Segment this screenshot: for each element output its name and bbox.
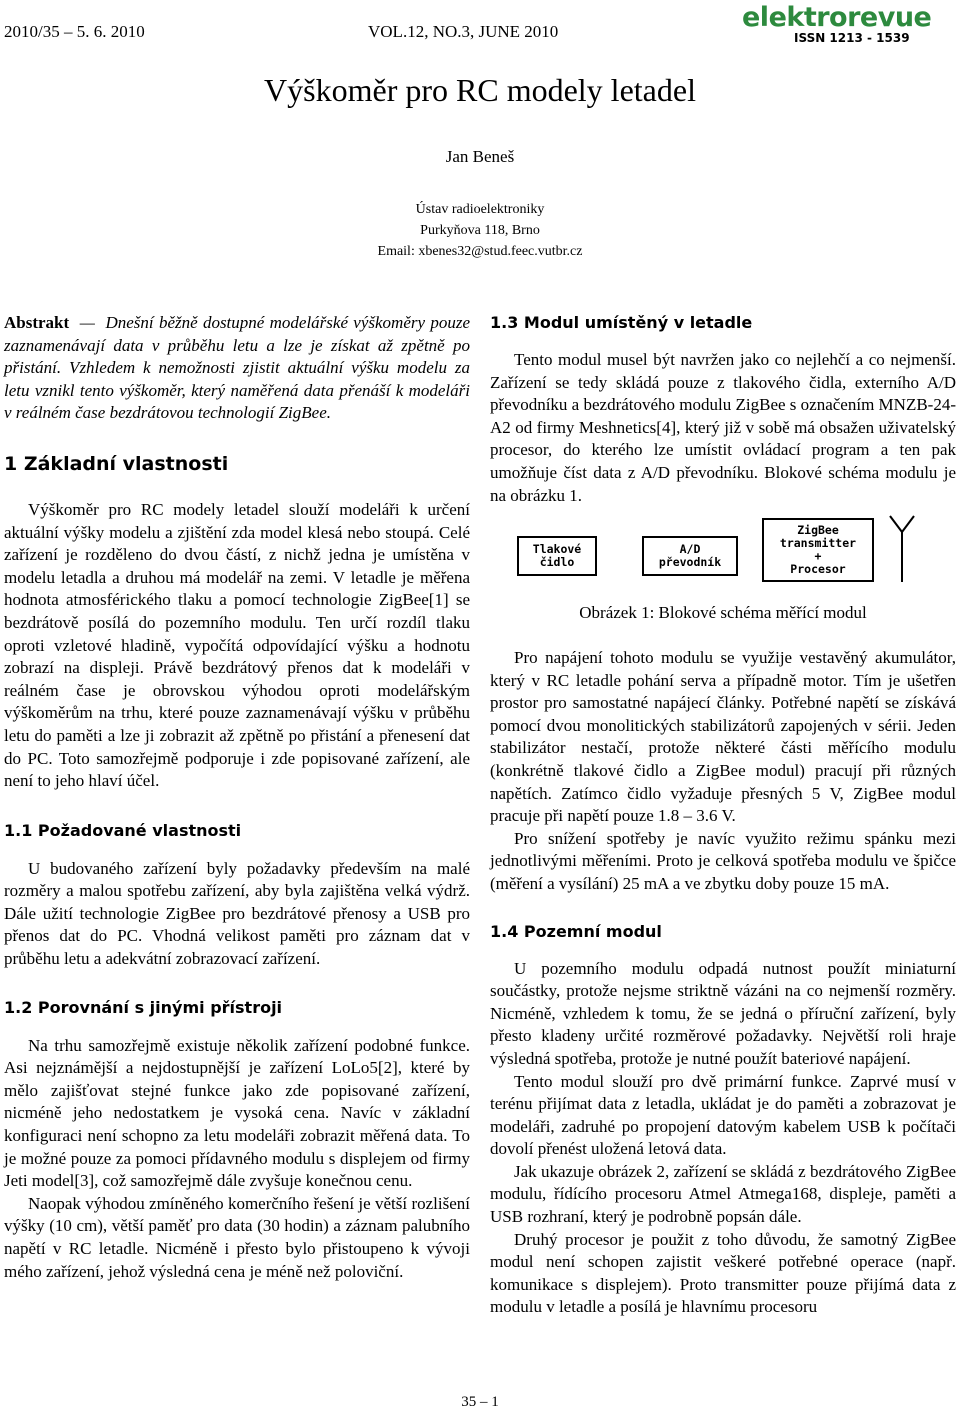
zigbee-transmitter-block: ZigBee transmitter + Procesor xyxy=(762,518,874,582)
section-1-4-paragraph-4: Druhý procesor je použit z toho důvodu, že samotný ZigBee modul není schopen zajistit veškeré potřebné operace (např. komunikace s displejem). Proto transmitter pouze přijímá data z modulu v letadle a posílá je hlavnímu procesoru xyxy=(490,1229,956,1317)
elektrorevue-logo xyxy=(740,4,956,44)
section-1-heading: 1 Základní vlastnosti xyxy=(4,452,229,475)
adc-block: A/D převodník xyxy=(642,536,738,576)
journal-date: 2010/35 – 5. 6. 2010 xyxy=(4,22,145,41)
author-name: Jan Beneš xyxy=(445,147,515,166)
right-column-lower xyxy=(490,647,956,1319)
section-1-4-paragraph-2: Tento modul slouží pro dvě primární funkce. Zaprvé musí v terénu přijímat data z letadla, ukládat je do paměti a zobrazovat je modeláři, zadruhé po propojení datovým kabelem USB k počítači dovolí přenést uložená letová data. xyxy=(490,1071,956,1159)
logo-wordmark: elektrorevue xyxy=(742,4,932,33)
section-1-3-paragraph-3: Pro snížení spotřeby je navíc využito režimu spánku mezi jednotlivými měřeními. Proto je celková spotřeba modulu ve špičce (měření a vysílání) 25 mA a ve zbytku doby pouze 15 mA. xyxy=(490,828,956,893)
section-1-4-paragraph-3: Jak ukazuje obrázek 2, zařízení se skládá z bezdrátového ZigBee modulu, řídícího procesoru Atmel Atmega168, displeje, paměti a USB rozhraní, který je podrobně popsán dále. xyxy=(490,1161,956,1227)
affiliation-email: Email: xbenes32@stud.feec.vutbr.cz xyxy=(377,244,583,259)
section-1-3-paragraph-1: Tento modul musel být navržen jako co nejlehčí a co nejmenší. Zařízení se tedy skládá pouze z tlakového čidla, externího A/D převodníku a bezdrátového modulu ZigBee s označením MNZB-24-A2 od firmy Meshnetics[4], který již v sobě má obsažen uživatelský procesor, do kterého lze umístit ovládací program a ten pak umožňuje číst data z A/D převodníku. Blokové schéma modulu je na obrázku 1. xyxy=(490,350,956,505)
abstract-text: Dnešní běžně dostupné modelářské výškoměry pouze zaznamenávají data v průběhu letu a lze je získat až zpětně po přistání. Vzhledem k nemožnosti zjistit aktuální výšku modelu za letu vznikl tento výškoměr, který naměřená data přenáší k modeláři v reálném čase bezdrátovou technologií ZigBee. xyxy=(4,313,470,423)
paper-title: Výškoměr pro RC modely letadel xyxy=(264,72,696,108)
section-1-2-paragraph-1: Na trhu samozřejmě existuje několik zařízení podobné funkce. Asi nejznámější a nejdostupnější je zařízení LoLo5[2], které by mělo zajišťovat stejné funkce jako zde popisované zařízení, nicméně jeho nedostatkem je vysoká cena. Navíc v základní konfiguraci není schopno za letu modeláři zobrazit měřená data. To je možné pouze za pomoci přídavného modulu s displejem od firmy Jeti model[3], což samozřejmě dále zvyšuje konečnou cenu. xyxy=(4,1035,470,1191)
issn-label: ISSN 1213 - 1539 xyxy=(794,31,910,44)
section-1-4-paragraph-1: U pozemního modulu odpadá nutnost použít miniaturní součástky, protože nejsme striktně vázáni na co nejmenší rozměry. Nicméně, vzhledem k tomu, že se jedná o příruční zařízení, byly přesto kladeny určité rozměrové požadavky. Největší roli hraje výsledná spotřeba, protože je nutné použít bateriové napájení. xyxy=(490,958,956,1068)
section-1-2-paragraph-2: Naopak výhodou zmíněného komerčního řešení je větší rozlišení výšky (10 cm), větší paměť pro data (30 hodin) a záznam palubního napětí v RC letadle. Nicméně i přesto bylo přistoupeno k vývoji mého zařízení, jehož výsledná cena je méně než poloviční. xyxy=(4,1193,470,1281)
section-1-paragraph: Výškoměr pro RC modely letadel slouží modeláři k určení aktuální výšky modelu a zjištění zda model klesá nebo stoupá. Celé zařízení je rozděleno do dvou částí, z nichž jedna je umístěna v modelu letadla a druhou má modelář na zemi. V letadle je měřena hodnota atmosférického tlaku a pomocí technologie ZigBee[1] se bezdrátově posílá do pozemního modulu. Ten určí rozdíl tlaku oproti vzletové hladině, vypočítá odpovídající výšku a hodnotu zobrazí na displeji. Právě bezdrátový přenos dat k modeláři v reálném čase je obrovskou výhodou oproti modelářským výškoměrům na trhu, které pouze zaznamenávají výšku v průběhu letu do paměti a lze ji zobrazit až zpětně po přistání a přenesení dat do PC. Toto samozřejmě podporuje i zde popisované zařízení, ale není to jeho hlaví účel. xyxy=(4,499,470,791)
abstract-label: Abstrakt xyxy=(4,313,70,332)
journal-volume: VOL.12, NO.3, JUNE 2010 xyxy=(368,22,559,41)
abstract: Abstrakt — Dnešní běžně dostupné modelářské výškoměry pouze zaznamenávají data v průběhu letu a lze je získat až zpětně po přistání. Vzhledem k nemožnosti zjistit aktuální výšku modelu za letu vznikl tento výškoměr, který naměřená data přenáší k modeláři v reálném čase bezdrátovou technologií ZigBee. xyxy=(4,313,470,423)
antenna-icon xyxy=(882,514,922,584)
pressure-sensor-block: Tlakové čidlo xyxy=(517,536,597,576)
left-column xyxy=(4,312,470,1283)
section-1-2-heading: 1.2 Porovnání s jinými přístroji xyxy=(4,997,283,1017)
figure-1-block-diagram xyxy=(490,514,956,594)
affiliation-line-2: Purkyňova 118, Brno xyxy=(420,223,540,238)
affiliation-line-1: Ústav radioelektroniky xyxy=(415,202,545,217)
section-1-3-heading: 1.3 Modul umístěný v letadle xyxy=(490,313,753,332)
figure-1-caption: Obrázek 1: Blokové schéma měřící modul xyxy=(579,603,867,622)
section-1-4-heading: 1.4 Pozemní modul xyxy=(490,921,662,941)
section-1-3-paragraph-2: Pro napájení tohoto modulu se využije vestavěný akumulátor, který v RC letadle pohání serva a případně motor. Tím je ušetřen prostor pro samostatné napájecí články. Potřebné napětí se získává pomocí dvou monolitických stabilizátorů zapojených v sérii. Jeden stabilizátor nestačí, protože některé části měřícího modulu (konkrétně tlakové čidlo a ZigBee modul) pracují při různých napětích. Zatímco čidlo vyžaduje přesných 5 V, ZigBee modul pracuje při napětí pouze 1.8 – 3.6 V. xyxy=(490,648,956,826)
section-1-1-paragraph: U budovaného zařízení byly požadavky především na malé rozměry a malou spotřebu zařízení, aby byla zajištěna velká výdrž. Dále užití technologie ZigBee pro bezdrátové přenosy a USB pro přenos dat do PC. Vhodná velikost paměti pro záznam dat v průběhu letu a adekvátní zobrazovací zařízení. xyxy=(4,858,470,969)
section-1-1-heading: 1.1 Požadované vlastnosti xyxy=(4,820,242,840)
page-number: 35 – 1 xyxy=(461,1394,499,1410)
right-column xyxy=(490,313,956,507)
